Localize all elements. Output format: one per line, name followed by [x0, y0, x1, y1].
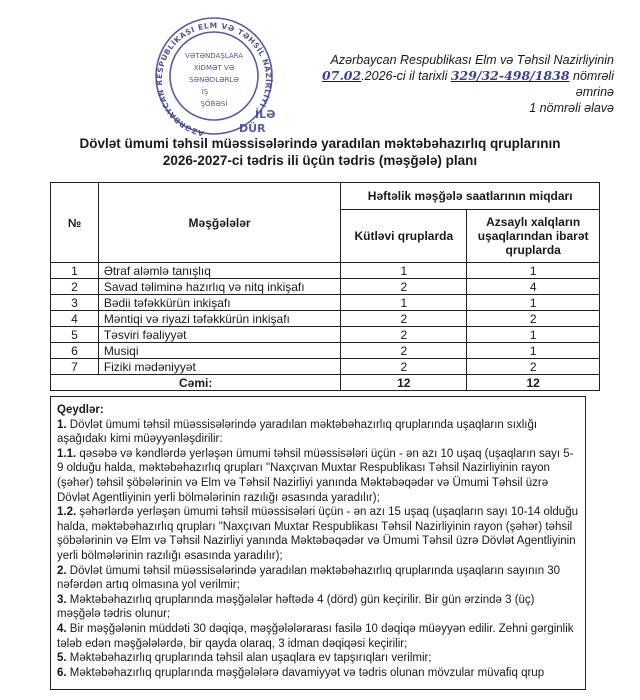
note-number: 6.: [57, 666, 67, 679]
note-number: 2.: [57, 564, 67, 577]
note-item: [57, 505, 579, 563]
note-item: [57, 564, 579, 593]
note-text: Dövlət ümumi təhsil müəssisələrində yaradılan məktəbəhazırlıq qruplarında uşaqların sayının 30 nəfərdən artıq olmasına yol verilmir;: [57, 564, 561, 592]
order-reference: [294, 52, 614, 116]
row-subject: Təsviri fəaliyyət: [98, 327, 341, 343]
note-text: şəhərlərdə yerləşən ümumi təhsil müəssisələri üçün - ən azı 15 uşaq (uşaqların sayı 10-14 olduğu halda, məktəbəhazırlıq qrupları "Naxçıvan Muxtar Respublikası Təhsil Nazirliyinin rayon (şəhər) təhsil şöbələrinin və Elm və Təhsil Nazirliyi yanında Məktəbəqədər və Ümumi Təhsil üzrə Dövlət Agentliyinin yerli bölmələrinin razılığı əsasında yaradılır);: [57, 506, 578, 562]
row-number: 5: [51, 327, 99, 343]
row-number: 3: [51, 295, 99, 311]
note-text: qəsəbə və kəndlərdə yerləşən ümumi təhsil müəssisələri üçün - ən azı 10 uşaq (uşaqların sayı 5-9 olduğu halda, məktəbəhazırlıq qrupları "Naxçıvan Muxtar Respublikası Təhsil Nazirliyinin rayon (şəhər) təhsil şöbələrinin və Elm və Təhsil Nazirliyi yanında Məktəbəqədər və Ümumi Təhsil üzrə Dövlət Agentliyinin yerli bölmələrinin razılığı əsasında yaradılır);: [57, 447, 574, 504]
note-number: 1.: [57, 418, 67, 431]
col-header-subjects: Məşğələlər: [98, 183, 341, 263]
row-subject: Ətraf aləmlə tanışlıq: [98, 263, 341, 279]
col-header-mass-groups: Kütləvi qruplarda: [341, 210, 467, 263]
curriculum-table: [50, 182, 600, 391]
notes-box: [50, 396, 586, 690]
stamp-inner-line-3: SƏNƏDLƏRLƏ: [189, 76, 239, 84]
row-number: 1: [51, 263, 99, 279]
stamp-inner-line-5: ŞÖBƏSİ: [200, 100, 228, 108]
row-subject: Bədii təfəkkürün inkişafı: [98, 295, 341, 311]
row-mass-hours: 2: [341, 327, 467, 343]
note-text: Məktəbəhazırlıq qruplarında təhsil alan uşaqlara ev tapşırıqları verilmir;: [66, 652, 432, 665]
row-mass-hours: 1: [341, 295, 467, 311]
row-minority-hours: 1: [467, 327, 600, 343]
note-item: [57, 666, 579, 681]
note-item: [57, 651, 579, 666]
order-reference-line-3: 1 nömrəli əlavə: [529, 101, 614, 115]
col-header-minority-groups: Azsaylı xalqların uşaqlarından ibarət qruplarda: [467, 210, 600, 263]
note-text: Məktəbəhazırlıq qruplarında məşğələlərə davamiyyət və tədris olunan mövzular müvafiq qrup: [66, 666, 545, 679]
row-subject: Fiziki mədəniyyət: [98, 359, 341, 375]
note-item: [57, 447, 579, 505]
row-number: 4: [51, 311, 99, 327]
table-row: [51, 295, 600, 311]
row-number: 6: [51, 343, 99, 359]
note-number: 3.: [57, 593, 67, 606]
handwritten-order-number: 329/32-498/1838: [450, 68, 570, 83]
order-reference-line-1: Azərbaycan Respublikası Elm və Təhsil Nazirliyinin: [330, 53, 614, 67]
notes-heading: Qeydlər:: [57, 404, 104, 416]
row-number: 7: [51, 359, 99, 375]
row-mass-hours: 2: [341, 359, 467, 375]
col-header-number: №: [51, 183, 99, 263]
row-mass-hours: 1: [341, 263, 467, 279]
stamp-inner-line-1: VƏTƏNDAŞLARA: [184, 52, 244, 60]
stamp-outer-text: AZƏRBAYCAN RESPUBLİKASI ELM VƏ TƏHSİL NAZİRLİYİ: [154, 20, 274, 138]
order-year-text: .2026-ci il tarixli: [361, 69, 451, 83]
row-minority-hours: 1: [467, 295, 600, 311]
stamp-bottom-text: İLƏ: [255, 108, 276, 121]
stamp-inner-line-2: XİDMƏT VƏ: [193, 64, 235, 72]
table-row: [51, 359, 600, 375]
handwritten-date: 07.02: [322, 68, 362, 83]
note-text: Bir məşğələnin müddəti 30 dəqiqə, məşğələlərarası fasilə 10 dəqiqə müəyyən edilir. Zehni gərginlik tələb edən məşğələlərdə, bir qayda olaraq, 3 idman dəqiqəsi keçirilir;: [57, 622, 574, 650]
stamp-bottom-text-2: DÜR: [239, 122, 266, 135]
document-title: [0, 135, 640, 169]
note-item: [57, 418, 579, 447]
row-minority-hours: 4: [467, 279, 600, 295]
note-item: [57, 593, 579, 622]
row-subject: Savad təliminə hazırlıq və nitq inkişafı: [98, 279, 341, 295]
row-mass-hours: 2: [341, 343, 467, 359]
table-row: [51, 279, 600, 295]
note-text: Məktəbəhazırlıq qruplarında məşğələlər həftədə 4 (dörd) gün keçirilir. Bir gün ərzində 3 (üç) məşğələ tədris olunur;: [57, 593, 535, 621]
note-number: 5.: [57, 652, 67, 665]
note-number: 1.1.: [57, 447, 77, 460]
total-minority-hours: 12: [467, 375, 600, 391]
total-mass-hours: 12: [341, 375, 467, 391]
table-row: [51, 343, 600, 359]
row-minority-hours: 2: [467, 359, 600, 375]
row-number: 2: [51, 279, 99, 295]
stamp-inner-line-4: İŞ: [201, 88, 209, 96]
document-title-line-1: Dövlət ümumi təhsil müəssisələrində yaradılan məktəbəhazırlıq qruplarının: [79, 136, 561, 151]
note-number: 1.2.: [57, 506, 77, 519]
order-reference-line-2: [294, 68, 614, 100]
row-subject: Məntiqi və riyazi təfəkkürün inkişafı: [98, 311, 341, 327]
note-item: [57, 622, 579, 651]
table-row: [51, 263, 600, 279]
official-stamp: [143, 14, 285, 138]
note-number: 4.: [57, 622, 67, 635]
row-minority-hours: 1: [467, 343, 600, 359]
total-row: [51, 375, 600, 391]
table-row: [51, 327, 600, 343]
row-mass-hours: 2: [341, 311, 467, 327]
row-mass-hours: 2: [341, 279, 467, 295]
row-subject: Musiqi: [98, 343, 341, 359]
stamp-seal-icon: [143, 14, 285, 138]
order-tail-text: nömrəli əmrinə: [569, 69, 614, 99]
total-label: Cəmi:: [51, 375, 341, 391]
col-header-weekly-hours: Həftəlik məşğələ saatlarının miqdarı: [341, 183, 600, 210]
note-text: Dövlət ümumi təhsil müəssisələrində yaradılan məktəbəhazırlıq qruplarında uşaqların sıxlığı aşağıdakı kimi müəyyənləşdirilir:: [57, 418, 538, 446]
document-title-line-2: 2026-2027-ci tədris ili üçün tədris (məşğələ) planı: [162, 153, 478, 168]
row-minority-hours: 1: [467, 263, 600, 279]
row-minority-hours: 2: [467, 311, 600, 327]
table-row: [51, 311, 600, 327]
